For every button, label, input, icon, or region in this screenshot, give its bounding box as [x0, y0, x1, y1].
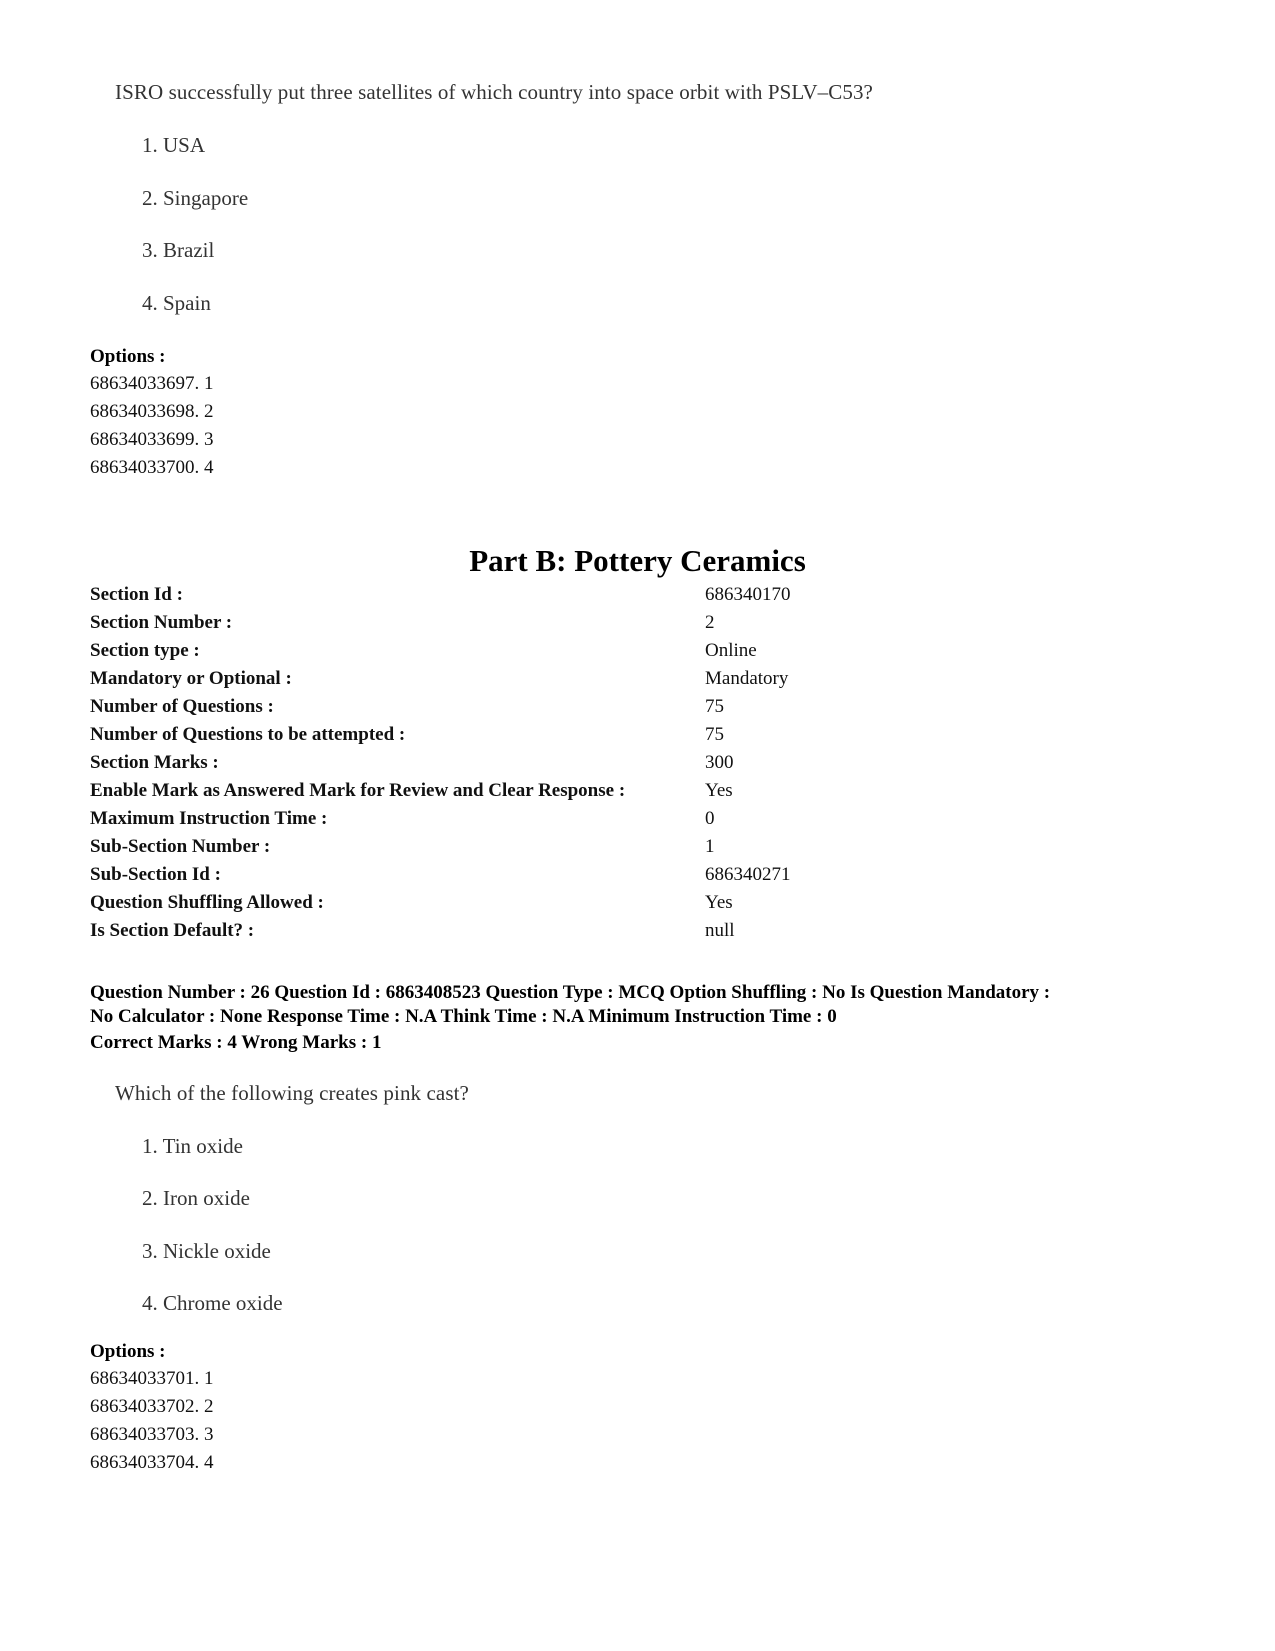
options-label: Options : [90, 1341, 166, 1362]
section-info-label: Section type : [90, 640, 200, 661]
options-list [90, 370, 214, 482]
section-info-row [90, 668, 1190, 696]
section-info-row [90, 808, 1190, 836]
answer-choice: 1. USA [142, 133, 206, 157]
section-info-row [90, 640, 1190, 668]
answer-choice: 3. Nickle oxide [142, 1239, 271, 1263]
section-info-row [90, 584, 1190, 612]
section-info-value: 75 [705, 696, 724, 717]
section-info-label: Number of Questions : [90, 696, 274, 717]
answer-choice: 3. Brazil [142, 238, 215, 262]
section-info-label: Section Marks : [90, 752, 219, 773]
question-marks: Correct Marks : 4 Wrong Marks : 1 [90, 1032, 382, 1053]
section-info-label: Question Shuffling Allowed : [90, 892, 324, 913]
section-info-value: Yes [705, 780, 733, 801]
answer-choice: 2. Iron oxide [142, 1186, 250, 1210]
option-id-line: 68634033697. 1 [90, 373, 214, 394]
option-id-line: 68634033703. 3 [90, 1424, 214, 1445]
section-info-row [90, 836, 1190, 864]
section-info-row [90, 752, 1190, 780]
section-info-value: 300 [705, 752, 734, 773]
section-info-row [90, 696, 1190, 724]
section-info-label: Mandatory or Optional : [90, 668, 292, 689]
section-info-value: Mandatory [705, 668, 789, 689]
answer-choice: 4. Chrome oxide [142, 1291, 283, 1315]
section-info-row [90, 920, 1190, 948]
section-info-label: Is Section Default? : [90, 920, 255, 941]
section-info-row [90, 724, 1190, 752]
option-id-line: 68634033699. 3 [90, 429, 214, 450]
section-info-label: Sub-Section Id : [90, 864, 221, 885]
section-info-label: Sub-Section Number : [90, 836, 271, 857]
section-info-value: 1 [705, 836, 715, 857]
answer-choice: 2. Singapore [142, 186, 249, 210]
options-label: Options : [90, 346, 166, 367]
section-info-label: Section Id : [90, 584, 183, 605]
question-meta [90, 981, 1210, 1029]
section-info-row [90, 612, 1190, 640]
option-id-line: 68634033698. 2 [90, 401, 214, 422]
section-info-label: Maximum Instruction Time : [90, 808, 328, 829]
answer-choice: 4. Spain [142, 291, 211, 315]
question-text: Which of the following creates pink cast? [115, 1081, 469, 1105]
section-info-label: Enable Mark as Answered Mark for Review and Clear Response : [90, 780, 626, 801]
section-info-value: null [705, 920, 735, 941]
answer-choice: 1. Tin oxide [142, 1134, 243, 1158]
question-meta-line: No Calculator : None Response Time : N.A Think Time : N.A Minimum Instruction Time : 0 [90, 1006, 837, 1027]
section-info-value: 686340170 [705, 584, 791, 605]
question-meta-line: Question Number : 26 Question Id : 6863408523 Question Type : MCQ Option Shuffling : No Is Question Mandatory : [90, 982, 1051, 1003]
section-info-value: 2 [705, 612, 715, 633]
section-info-value: Online [705, 640, 757, 661]
section-info-label: Section Number : [90, 612, 233, 633]
option-id-line: 68634033702. 2 [90, 1396, 214, 1417]
option-id-line: 68634033704. 4 [90, 1452, 214, 1473]
option-id-line: 68634033700. 4 [90, 457, 214, 478]
section-info-label: Number of Questions to be attempted : [90, 724, 406, 745]
question-text: ISRO successfully put three satellites of which country into space orbit with PSLV–C53? [115, 80, 873, 104]
section-info-value: Yes [705, 892, 733, 913]
options-list [90, 1365, 214, 1477]
section-info-value: 75 [705, 724, 724, 745]
section-info-value: 0 [705, 808, 715, 829]
section-info-value: 686340271 [705, 864, 791, 885]
section-info-row [90, 780, 1190, 808]
section-info-row [90, 864, 1190, 892]
section-info-row [90, 892, 1190, 920]
part-title: Part B: Pottery Ceramics [469, 543, 806, 578]
option-id-line: 68634033701. 1 [90, 1368, 214, 1389]
